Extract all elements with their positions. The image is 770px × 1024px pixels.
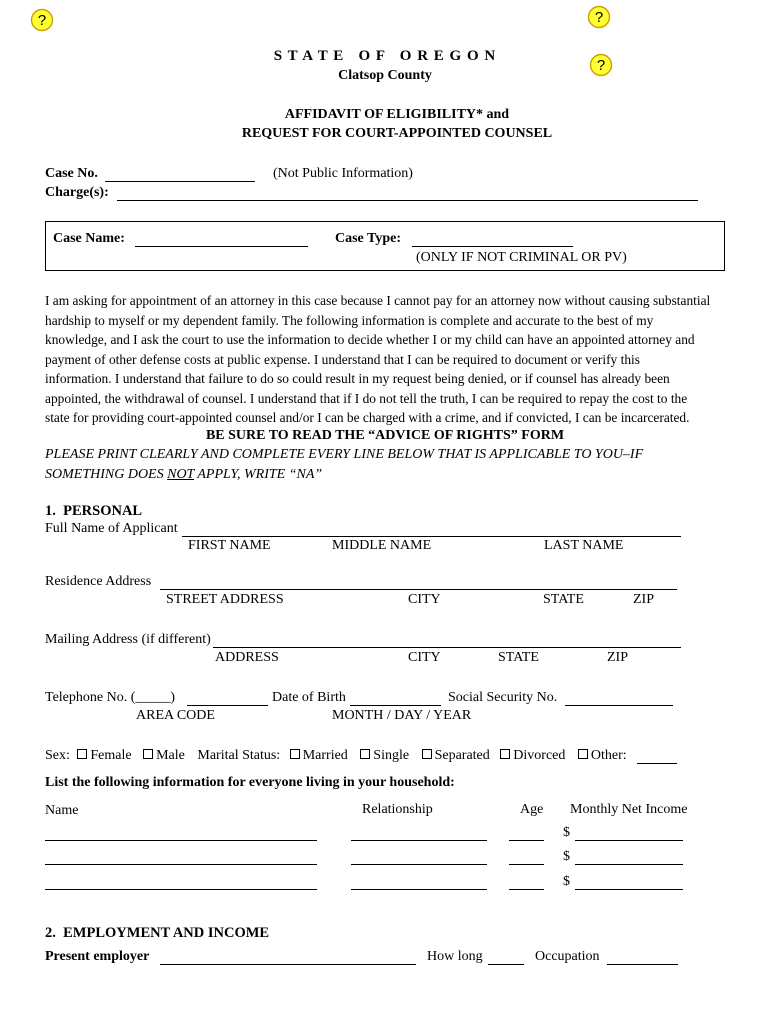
case-no-label: Case No. [45, 166, 98, 181]
first-name-caption: FIRST NAME [188, 538, 271, 553]
female-checkbox[interactable] [77, 749, 87, 759]
female-label: Female [90, 748, 132, 763]
household-relationship-field[interactable] [351, 889, 487, 890]
household-col-relationship: Relationship [362, 802, 433, 817]
statement-line: hardship to myself or my dependent family. The following information is complete and accurate to the best of my [45, 312, 654, 328]
case-type-field[interactable] [412, 246, 573, 247]
street-caption: STREET ADDRESS [166, 592, 284, 607]
male-label: Male [156, 748, 185, 763]
separated-checkbox[interactable] [422, 749, 432, 759]
marital-status-label: Marital Status: [197, 748, 281, 763]
occupation-label: Occupation [535, 949, 600, 964]
case-no-field[interactable] [105, 181, 255, 182]
married-checkbox[interactable] [290, 749, 300, 759]
divorced-label: Divorced [513, 748, 566, 763]
ssn-label: Social Security No. [448, 690, 558, 705]
state-caption: STATE [543, 592, 584, 607]
full-name-field[interactable] [182, 536, 681, 537]
other-label: Other: [590, 748, 627, 763]
other-checkbox[interactable] [578, 749, 588, 759]
statement-line: I am asking for appointment of an attorney in this case because I cannot pay for an attorney now without causing substantial [45, 293, 711, 308]
sex-label: Sex: [45, 748, 70, 763]
household-age-field[interactable] [509, 889, 544, 890]
not-public-note: (Not Public Information) [273, 166, 413, 181]
residence-address-label: Residence Address [45, 574, 152, 589]
help-icon[interactable] [587, 5, 611, 29]
telephone-label: Telephone No. (_____) [45, 690, 176, 705]
present-employer-label: Present employer [45, 949, 150, 964]
mailing-address-field[interactable] [213, 647, 681, 648]
form-title-line2: REQUEST FOR COURT-APPOINTED COUNSEL [241, 126, 553, 141]
area-code-caption: AREA CODE [136, 708, 215, 723]
print-instruction-line1: PLEASE PRINT CLEARLY AND COMPLETE EVERY LINE BELOW THAT IS APPLICABLE TO YOU–IF [45, 447, 644, 462]
address-caption: ADDRESS [215, 650, 279, 665]
city-caption: CITY [408, 592, 441, 607]
zip-caption: ZIP [633, 592, 654, 607]
help-icon-glyph: ? [594, 9, 604, 26]
help-icon-glyph: ? [596, 57, 606, 74]
full-name-label: Full Name of Applicant [45, 521, 178, 536]
sex-marital-row [45, 748, 627, 764]
household-income-field[interactable] [575, 864, 683, 865]
state-heading: S T A T E O F O R E G O N [273, 48, 497, 64]
household-age-field[interactable] [509, 864, 544, 865]
instr-text: APPLY, WRITE “NA” [194, 467, 323, 482]
how-long-field[interactable] [488, 964, 524, 965]
male-checkbox[interactable] [143, 749, 153, 759]
instr-text: SOMETHING DOES [45, 467, 168, 482]
statement-line: knowledge, and I ask the court to use the information to decide whether I or my child can have an appointed attorney and [45, 332, 695, 347]
middle-name-caption: MIDDLE NAME [332, 538, 432, 553]
dob-label: Date of Birth [272, 690, 346, 705]
case-type-note: (ONLY IF NOT CRIMINAL OR PV) [416, 250, 627, 265]
other-status-field[interactable] [637, 763, 677, 764]
household-col-age: Age [520, 802, 544, 817]
personal-heading: 1. PERSONAL [45, 503, 143, 519]
single-checkbox[interactable] [360, 749, 370, 759]
city-caption: CITY [408, 650, 441, 665]
zip-caption: ZIP [607, 650, 628, 665]
household-name-field[interactable] [45, 840, 317, 841]
advice-of-rights-notice: BE SURE TO READ THE “ADVICE OF RIGHTS” FORM [205, 428, 565, 443]
employment-heading: 2. EMPLOYMENT AND INCOME [45, 925, 270, 941]
household-col-income: Monthly Net Income [570, 802, 688, 817]
case-type-label: Case Type: [335, 231, 401, 246]
statement-line: appointed, the withdrawal of counsel. I understand that if I do not tell the truth, I can be required to repay the cost to the [45, 390, 688, 406]
print-instruction-line2 [45, 467, 322, 483]
telephone-field[interactable] [187, 705, 268, 706]
household-col-name: Name [45, 803, 79, 818]
married-label: Married [302, 748, 348, 763]
household-income-field[interactable] [575, 840, 683, 841]
dob-format-caption: MONTH / DAY / YEAR [332, 708, 472, 723]
present-employer-field[interactable] [160, 964, 416, 965]
charges-label: Charge(s): [45, 185, 109, 200]
household-income-field[interactable] [575, 889, 683, 890]
single-label: Single [373, 748, 410, 763]
currency-symbol: $ [563, 825, 570, 840]
household-heading: List the following information for everyone living in your household: [45, 775, 455, 790]
how-long-label: How long [427, 949, 483, 964]
household-relationship-field[interactable] [351, 840, 487, 841]
household-age-field[interactable] [509, 840, 544, 841]
separated-label: Separated [434, 748, 490, 763]
currency-symbol: $ [563, 874, 570, 889]
residence-address-field[interactable] [160, 589, 677, 590]
case-name-field[interactable] [135, 246, 308, 247]
statement-line: information. I understand that failure to do so could result in my request being denied, or if counsel has already been [45, 371, 670, 386]
county-heading: Clatsop County [338, 68, 432, 83]
last-name-caption: LAST NAME [544, 538, 624, 553]
case-name-label: Case Name: [53, 231, 125, 246]
household-relationship-field[interactable] [351, 864, 487, 865]
form-title-line1: AFFIDAVIT OF ELIGIBILITY* and [284, 107, 510, 122]
dob-field[interactable] [350, 705, 441, 706]
statement-line: state for providing court-appointed counsel and/or I can be charged with a crime, and if convicted, I can be incarcerated. [45, 410, 690, 425]
currency-symbol: $ [563, 849, 570, 864]
statement-line: payment of other defense costs at public expense. I understand that I can be required to document or verify this [45, 351, 640, 367]
household-name-field[interactable] [45, 864, 317, 865]
mailing-address-label: Mailing Address (if different) [45, 632, 211, 647]
divorced-checkbox[interactable] [500, 749, 510, 759]
household-name-field[interactable] [45, 889, 317, 890]
instr-not: NOT [167, 467, 195, 482]
help-icon[interactable] [30, 8, 54, 32]
charges-field[interactable] [117, 200, 698, 201]
help-icon-glyph: ? [37, 12, 47, 29]
statement-paragraph [45, 291, 726, 428]
state-caption: STATE [498, 650, 539, 665]
ssn-field[interactable] [565, 705, 673, 706]
occupation-field[interactable] [607, 964, 678, 965]
